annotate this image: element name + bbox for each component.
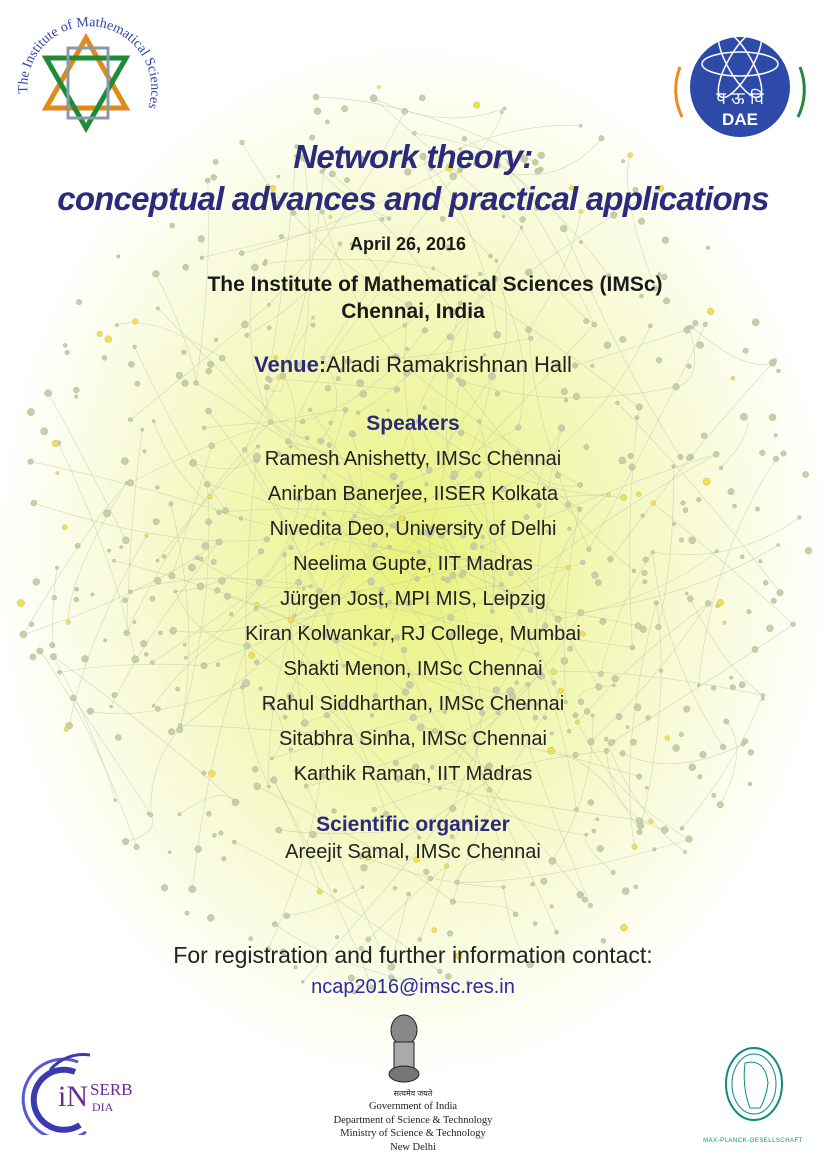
speaker: Nivedita Deo, University of Delhi (269, 518, 557, 540)
network-node (357, 379, 364, 386)
network-node (412, 131, 416, 135)
network-edge (287, 887, 363, 916)
network-node (561, 388, 567, 394)
speaker: Jürgen Jost, MPI MIS, Leipzig (280, 588, 546, 610)
network-node (541, 878, 547, 884)
network-node (393, 886, 397, 890)
network-node (691, 326, 694, 329)
speaker: Ramesh Anishetty, IMSc Chennai (264, 448, 562, 470)
speaker: Karthik Raman, IIT Madras (293, 763, 533, 785)
network-node (403, 323, 407, 327)
speakers-list (0, 442, 826, 792)
network-node (531, 882, 535, 886)
network-node (573, 393, 580, 400)
network-node (325, 120, 329, 124)
network-node (249, 937, 253, 941)
network-node (432, 267, 435, 270)
network-node (495, 391, 500, 396)
network-node (161, 885, 168, 892)
network-node (564, 398, 568, 402)
speaker: Anirban Banerjee, IISER Kolkata (267, 483, 559, 505)
network-node (579, 240, 582, 243)
network-node (455, 880, 460, 885)
dst-line: Government of India (368, 1101, 458, 1112)
network-node (97, 331, 103, 337)
network-node (182, 380, 189, 387)
svg-text:DAE: DAE (722, 110, 758, 129)
network-node (423, 406, 427, 410)
network-node (361, 864, 368, 871)
network-node (500, 111, 503, 114)
network-node (520, 226, 523, 229)
network-node (697, 342, 704, 349)
venue (0, 352, 826, 378)
network-node (577, 891, 584, 898)
network-node (503, 107, 506, 110)
network-node (437, 969, 442, 974)
network-node (473, 102, 480, 109)
network-node (423, 869, 429, 875)
network-node (198, 236, 205, 243)
event-date: April 26, 2016 (350, 234, 467, 254)
network-node (634, 885, 638, 889)
network-node (432, 928, 437, 933)
network-node (116, 255, 120, 259)
network-edge (265, 259, 434, 268)
network-node (405, 347, 408, 350)
network-node (662, 237, 669, 244)
network-node (279, 234, 284, 239)
network-node (418, 937, 422, 941)
network-node (502, 885, 506, 889)
network-node (63, 343, 67, 347)
network-node (588, 800, 594, 806)
speaker: Sitabhra Sinha, IMSc Chennai (279, 728, 547, 750)
network-node (611, 870, 616, 875)
svg-text:The Institute of Mathematical: The Institute of Mathematical Sciences (16, 14, 163, 111)
speaker: Shakti Menon, IMSc Chennai (283, 658, 543, 680)
network-node (622, 888, 629, 895)
venue-name: Alladi Ramakrishnan Hall (326, 352, 572, 377)
network-node (360, 390, 367, 397)
network-node (560, 225, 567, 232)
network-edge (179, 795, 235, 814)
network-node (513, 912, 518, 917)
network-node (459, 379, 466, 386)
network-node (335, 935, 339, 939)
network-node (372, 807, 377, 812)
network-node (200, 256, 204, 260)
network-node (579, 124, 582, 127)
network-node (648, 324, 652, 328)
network-node (554, 930, 558, 934)
network-node (239, 251, 244, 256)
emblem-motto: सत्यमेव जयते (393, 1089, 433, 1098)
network-node (251, 264, 258, 271)
network-node (232, 799, 239, 806)
network-node (264, 259, 267, 262)
network-node (361, 886, 364, 889)
network-node (341, 106, 347, 112)
max-planck-logo: MAX-PLANCK-GESELLSCHAFT (690, 1038, 816, 1148)
network-node (717, 801, 723, 807)
network-node (529, 336, 534, 341)
network-node (73, 387, 79, 393)
speaker: Neelima Gupte, IIT Madras (293, 553, 533, 575)
dst-line: Ministry of Science & Technology (340, 1128, 486, 1139)
network-node (620, 336, 626, 342)
speakers-heading: Speakers (366, 412, 460, 435)
network-node (214, 338, 218, 342)
network-node (673, 383, 680, 390)
title-line-2: conceptual advances and practical applications (57, 180, 769, 217)
network-node (284, 913, 290, 919)
network-node (207, 914, 214, 921)
network-node (170, 223, 175, 228)
network-node (185, 911, 190, 916)
network-node (706, 246, 710, 250)
network-node (406, 892, 410, 896)
dst-line: Department of Science & Technology (333, 1115, 493, 1126)
network-node (314, 108, 321, 115)
network-edge (374, 98, 505, 118)
network-node (377, 85, 380, 88)
network-node (687, 325, 691, 329)
network-node (495, 259, 498, 262)
network-node (525, 327, 531, 333)
network-node (422, 327, 428, 333)
network-node (494, 331, 501, 338)
title-line-1: Network theory: (293, 138, 533, 175)
network-node (588, 903, 592, 907)
dst-line: New Delhi (390, 1142, 436, 1153)
network-node (370, 95, 377, 102)
network-node (447, 334, 453, 340)
network-node (333, 889, 337, 893)
institute-name: The Institute of Mathematical Sciences (IMSc) (207, 273, 663, 296)
network-node (450, 899, 455, 904)
contact-text: For registration and further information contact: (173, 942, 653, 968)
network-node (74, 395, 78, 399)
network-node (183, 264, 189, 270)
network-node (45, 390, 52, 397)
serb-logo: iN SERB DIA (20, 1050, 160, 1135)
network-node (394, 387, 400, 393)
network-node (135, 381, 140, 386)
speaker: Rahul Siddharthan, IMSc Chennai (261, 693, 565, 715)
organizer: Areejit Samal, IMSc Chennai (285, 841, 541, 863)
network-node (489, 254, 493, 258)
network-node (338, 242, 342, 246)
network-node (133, 345, 137, 349)
network-node (402, 108, 408, 114)
network-node (582, 897, 587, 902)
network-node (325, 385, 331, 391)
network-node (550, 905, 554, 909)
network-edge (268, 379, 397, 390)
network-node (267, 326, 271, 330)
city: Chennai, India (341, 300, 485, 323)
network-node (114, 799, 117, 802)
network-node (245, 333, 249, 337)
network-node (317, 889, 323, 895)
venue-label: Venue: (254, 352, 327, 377)
network-node (272, 921, 277, 926)
svg-text:प ऊ वि: प ऊ वि (716, 89, 764, 109)
contact-email[interactable]: ncap2016@imsc.res.in (311, 976, 515, 998)
network-node (615, 401, 619, 405)
network-node (533, 922, 537, 926)
network-node (419, 95, 425, 101)
network-node (620, 924, 627, 931)
network-node (189, 885, 196, 892)
network-node (313, 94, 319, 100)
network-node (305, 436, 309, 440)
network-node (428, 876, 433, 881)
network-node (444, 864, 449, 869)
network-node (447, 931, 453, 937)
network-node (264, 384, 270, 390)
network-node (574, 807, 578, 811)
network-node (636, 404, 642, 410)
network-node (105, 336, 112, 343)
network-node (604, 342, 611, 349)
national-emblem (386, 1012, 422, 1087)
network-node (449, 805, 456, 812)
speaker: Kiran Kolwankar, RJ College, Mumbai (245, 623, 581, 645)
organizer-heading: Scientific organizer (316, 813, 510, 836)
network-node (194, 381, 199, 386)
network-node (712, 793, 716, 797)
